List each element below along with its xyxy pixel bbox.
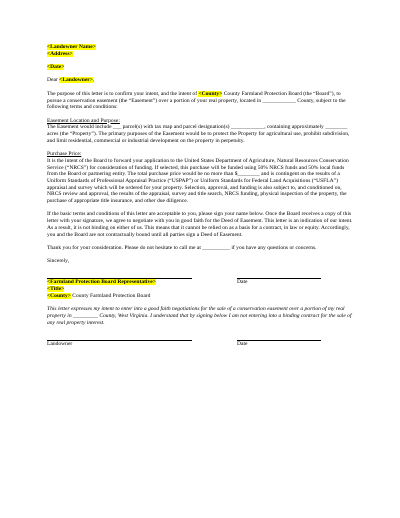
easement-paragraph: The Easement would include ___ parcel(s) with tax map and parcel designation(s) ____________, containing approximately ________ acres (the “Property”). The primary purposes of the Easement would be to protect the Property for agricultural use, prohibit subdivision, and limit residential, commercial or industrial development on the property in perpetuity. <box>47 124 350 144</box>
intro-county: <County> <box>198 90 223 97</box>
acceptance-paragraph: If the basic terms and conditions of this letter are acceptable to you, please sign your name below. Once the Board receives a copy of this letter with your signature, we agree to negotiate with you in good faith for the Deed of Easement. This letter is an indication of our intent. As a result, it is not binding on either of us. This means that it cannot be relied on as a basis for a contract, in law or equity. Accordingly, you and the Board are not contractually bound until all parties sign a Deed of Easement. <box>47 211 353 238</box>
salutation-name: <Landowner> <box>59 77 93 84</box>
board-signature-row <box>47 278 355 286</box>
thanks-paragraph: Thank you for your consideration. Please do not hesitate to call me at __________ if you have any questions or concerns. <box>47 244 317 251</box>
intro-paragraph: The purpose of this letter is to confirm your intent, and the intent of <County> County Farmland Protection Board (the “Board”), to pursue a conservation easement (the “Easement”) over a portion of your real property, located in ____________ County, subject to the following terms and conditions: <box>47 90 346 111</box>
landowner-name-placeholder: <Landowner Name> <box>47 44 96 50</box>
address-placeholder: <Address> <box>47 50 73 57</box>
date-placeholder: <Date> <box>47 64 65 71</box>
landowner-label: Landowner <box>47 340 73 347</box>
closing: Sincerely, <box>47 258 69 265</box>
price-heading: Purchase Price: <box>47 151 82 158</box>
salutation: Dear <Landowner>, <box>47 77 95 84</box>
landowner-intent-statement: This letter expresses my intent to enter into a good faith negotiations for the sale of a conservation easement over a portion of my real property in _________ County, West Virginia. I understand that by signing below I am not entering into a binding contract for the sale of any real property interest. <box>47 306 352 326</box>
board-date-label: Date <box>237 279 248 286</box>
price-paragraph: It is the intent of the Board to forward your application to the United States Department of Agriculture, Natural Resources Conservation Service (“NRCS”) for consideration of funding. If selected, this purchase will be funded using 50% NRCS funds and 50% local funds from the Board or partnering entity. The total purchase price would be no more than $________ and is contingent on the results of a Uniform Standards of Professional Appraisal Practice (“USPAP”) or Uniform Standards for Federal Land Acquisitions (“USFLA”) appraisal and survey which will be ordered for your property. Selection, approval, and funding is also subject to, and conditioned on, NRCS review and approval, the results of the appraisal, survey and title search, NRCS funding, physical inspection of the property, the purchase of appropriate title insurance, and other due diligence. <box>47 157 349 205</box>
landowner-signature-row <box>47 340 355 348</box>
board-county-line: <County> County Farmland Protection Board <box>47 292 151 299</box>
board-title: <Title> <box>47 286 65 293</box>
easement-heading: Easement Location and Purpose: <box>47 117 120 124</box>
board-representative: <Farmland Protection Board Representative> <box>47 279 156 286</box>
landowner-date-label: Date <box>237 340 248 347</box>
